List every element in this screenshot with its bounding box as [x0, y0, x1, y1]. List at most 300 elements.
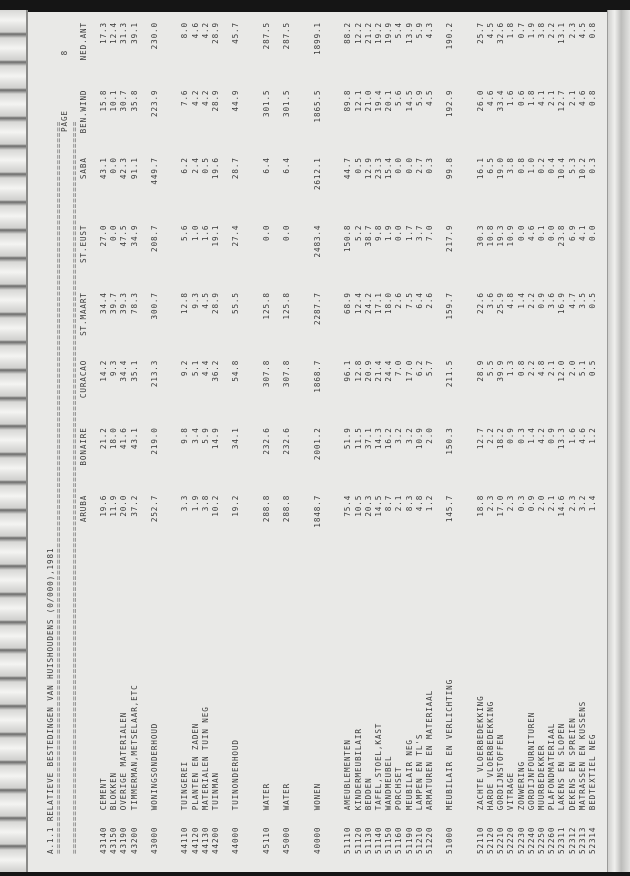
- cell-value: 4.6: [577, 427, 587, 444]
- spacer-row: [598, 22, 608, 854]
- cell-value: 2.1: [567, 89, 577, 107]
- row-label: MATRASSEN EN KUSSENS: [577, 700, 587, 811]
- table-row: [384, 22, 394, 854]
- cell-value: 17.0: [496, 494, 506, 517]
- cell-value: 7.5: [404, 292, 414, 309]
- row-label: LAKENS EN SLOPEN: [557, 722, 567, 811]
- cell-value: 1.8: [526, 89, 536, 107]
- cell-value: 28.9: [211, 89, 221, 112]
- cell-value: 41.6: [119, 427, 129, 450]
- row-code: 51150: [384, 826, 394, 854]
- cell-value: 31.3: [119, 22, 129, 44]
- cell-value: 34.9: [129, 224, 139, 247]
- cell-value: 301.5: [261, 89, 271, 117]
- cell-value: 1.9: [190, 494, 200, 512]
- cell-value: 4.6: [526, 224, 536, 242]
- cell-value: 44.7: [343, 157, 353, 180]
- cell-value: 0.5: [587, 292, 597, 309]
- cell-value: 145.7: [445, 494, 455, 523]
- row-code: 52312: [567, 826, 577, 854]
- cell-value: 51.9: [343, 427, 353, 450]
- row-code: 51220: [424, 826, 434, 854]
- cell-value: 88.2: [343, 22, 353, 44]
- row-label: TAFEL,STOEL,KAST: [374, 722, 384, 811]
- cell-value: 3.2: [404, 427, 414, 444]
- cell-value: 4.5: [577, 22, 587, 39]
- cell-value: 39.9: [496, 359, 506, 382]
- row-label: AMEUBLEMENTEN: [343, 739, 353, 811]
- cell-value: 1848.7: [312, 494, 322, 528]
- cell-value: 5.9: [200, 427, 210, 444]
- cell-value: 0.8: [587, 89, 597, 107]
- cell-value: 1.6: [200, 224, 210, 242]
- cell-value: 10.1: [109, 89, 119, 112]
- cell-value: 1.8: [506, 22, 516, 39]
- cell-value: 19.2: [374, 22, 384, 44]
- rotated-document: [40, 22, 600, 862]
- cell-value: 75.4: [343, 494, 353, 517]
- cell-value: 12.1: [353, 89, 363, 112]
- row-label: PLANTEN EN ZADEN: [190, 722, 200, 811]
- cell-value: 0.5: [587, 359, 597, 377]
- subtotal-row: [282, 22, 292, 854]
- cell-value: 211.5: [445, 359, 455, 388]
- cell-value: 21.2: [98, 427, 108, 450]
- cell-value: 300.7: [149, 292, 159, 320]
- row-code: 45000: [282, 826, 292, 854]
- cell-value: 2.1: [394, 494, 404, 512]
- spacer-row: [323, 22, 333, 854]
- subtotal-row: [445, 22, 455, 854]
- spacer-row: [333, 22, 343, 854]
- cell-value: 4.5: [424, 89, 434, 107]
- col-header: ST.EUST: [78, 224, 88, 263]
- cell-value: 7.0: [424, 224, 434, 242]
- row-label: TUINONDERHOUD: [231, 739, 241, 811]
- cell-value: 287.5: [282, 22, 292, 50]
- row-code: 51130: [363, 826, 373, 854]
- row-code: 52311: [557, 826, 567, 854]
- scan-border-top: [0, 0, 630, 12]
- cell-value: 2.2: [526, 359, 536, 377]
- cell-value: 0.0: [394, 157, 404, 174]
- cell-value: 96.1: [343, 359, 353, 382]
- cell-value: 0.0: [404, 157, 414, 174]
- document-title: A.1.1 RELATIEVE BESTEDINGEN VAN HUISHOUDENS (0/000),1981: [46, 547, 55, 854]
- table-row: [373, 22, 383, 854]
- row-code: 51140: [374, 826, 384, 854]
- cell-value: 14.5: [374, 494, 384, 517]
- cell-value: 0.7: [516, 22, 526, 39]
- cell-value: 19.0: [496, 157, 506, 180]
- cell-value: 2.4: [190, 157, 200, 174]
- cell-value: 1.4: [587, 494, 597, 512]
- cell-value: 0.0: [282, 224, 292, 242]
- cell-value: 5.4: [394, 22, 404, 39]
- col-header: ARUBA: [78, 494, 88, 523]
- cell-value: 2.0: [537, 494, 547, 512]
- cell-value: 5.5: [486, 359, 496, 377]
- cell-value: 125.8: [282, 292, 292, 320]
- row-code: 52120: [486, 826, 496, 854]
- cell-value: 19.3: [496, 224, 506, 247]
- cell-value: 10.2: [577, 157, 587, 180]
- cell-value: 3.7: [414, 224, 424, 242]
- row-label: WATER: [282, 782, 292, 811]
- table-row: [536, 22, 546, 854]
- cell-value: 0.3: [424, 157, 434, 174]
- row-code: 44110: [180, 826, 190, 854]
- cell-value: 0.9: [526, 494, 536, 512]
- row-label: WATER: [261, 782, 271, 811]
- cell-value: 0.2: [537, 157, 547, 174]
- table-row: [180, 22, 190, 854]
- cell-value: 0.9: [537, 292, 547, 309]
- cell-value: 10.5: [353, 494, 363, 517]
- cell-value: 18.0: [109, 427, 119, 450]
- cell-value: 13.1: [557, 22, 567, 44]
- row-code: 45110: [261, 826, 271, 854]
- cell-value: 5.9: [414, 89, 424, 107]
- cell-value: 25.7: [475, 22, 485, 44]
- cell-value: 2483.4: [312, 224, 322, 258]
- row-label: ZONWERING: [516, 761, 526, 811]
- cell-value: 4.8: [537, 359, 547, 377]
- spacer-row: [221, 22, 231, 854]
- cell-value: 14.9: [211, 427, 221, 450]
- row-label: PORCHSET: [394, 766, 404, 811]
- cell-value: 36.2: [211, 359, 221, 382]
- table-row: [506, 22, 516, 854]
- cell-value: 14.5: [404, 89, 414, 112]
- cell-value: 5.3: [567, 157, 577, 174]
- cell-value: 19.2: [231, 494, 241, 517]
- row-label: WANDMEUBEL: [384, 755, 394, 811]
- row-label: LAMPEN EN TL'S: [414, 733, 424, 811]
- cell-value: 28.7: [231, 157, 241, 180]
- table-row: [577, 22, 587, 854]
- table-row: [516, 22, 526, 854]
- row-code: 43000: [149, 826, 159, 854]
- cell-value: 2.6: [394, 292, 404, 309]
- cell-value: 4.5: [486, 22, 496, 39]
- cell-value: 0.5: [200, 157, 210, 174]
- spacer-row: [139, 22, 149, 854]
- table-row: [343, 22, 353, 854]
- cell-value: 0.0: [547, 224, 557, 242]
- row-code: 52230: [516, 826, 526, 854]
- cell-value: 287.5: [261, 22, 271, 50]
- row-code: 43150: [109, 826, 119, 854]
- table-row: [404, 22, 414, 854]
- row-code: 40000: [312, 826, 322, 854]
- cell-value: 213.3: [149, 359, 159, 388]
- cell-value: 0.6: [516, 89, 526, 107]
- cell-value: 1.4: [526, 427, 536, 444]
- cell-value: 9.3: [109, 359, 119, 377]
- cell-value: 16.2: [384, 427, 394, 450]
- cell-value: 1899.1: [312, 22, 322, 55]
- cell-value: 3.3: [180, 494, 190, 512]
- cell-value: 4.2: [537, 427, 547, 444]
- spiral-binding: [0, 10, 28, 872]
- cell-value: 4.2: [200, 89, 210, 107]
- cell-value: 91.1: [129, 157, 139, 180]
- cell-value: 12.2: [353, 22, 363, 44]
- row-label: OVERIGE MATERIALEN: [119, 711, 129, 811]
- cell-value: 6.5: [486, 157, 496, 174]
- cell-value: 7.6: [180, 89, 190, 107]
- cell-value: 35.1: [129, 359, 139, 382]
- cell-value: 150.8: [343, 224, 353, 252]
- cell-value: 17.3: [98, 22, 108, 44]
- cell-value: 34.1: [231, 427, 241, 450]
- cell-value: 2287.7: [312, 292, 322, 325]
- cell-value: 3.8: [506, 157, 516, 174]
- cell-value: 0.4: [547, 157, 557, 174]
- cell-value: 5.9: [414, 22, 424, 39]
- cell-value: 10.9: [506, 224, 516, 247]
- cell-value: 8.7: [384, 494, 394, 512]
- cell-value: 47.5: [119, 224, 129, 247]
- cell-value: 4.7: [567, 292, 577, 309]
- cell-value: 307.8: [261, 359, 271, 388]
- table-row: [547, 22, 557, 854]
- cell-value: 14.2: [98, 359, 108, 382]
- cell-value: 2.2: [526, 292, 536, 309]
- cell-value: 3.6: [547, 292, 557, 309]
- table-row: [261, 22, 271, 854]
- cell-value: 17.0: [404, 359, 414, 382]
- page-stack-edge: [607, 10, 630, 876]
- cell-value: 28.9: [211, 292, 221, 315]
- cell-value: 4.1: [537, 89, 547, 107]
- cell-value: 3.2: [577, 494, 587, 512]
- cell-value: 68.9: [343, 292, 353, 315]
- row-code: 43190: [119, 826, 129, 854]
- table-row: [353, 22, 363, 854]
- col-header: CURACAO: [78, 359, 88, 399]
- row-label: CEMENT: [98, 777, 108, 811]
- cell-value: 7.0: [394, 359, 404, 377]
- cell-value: 0.9: [547, 427, 557, 444]
- cell-value: 0.1: [537, 224, 547, 242]
- cell-value: 1865.5: [312, 89, 322, 123]
- cell-value: 12.8: [353, 359, 363, 382]
- cell-value: 2.1: [547, 89, 557, 107]
- row-code: 52314: [587, 826, 597, 854]
- row-label: TUINMAN: [211, 771, 221, 811]
- cell-value: 9.8: [374, 224, 384, 242]
- table-row: [414, 22, 424, 854]
- cell-value: 28.9: [211, 22, 221, 44]
- row-code: 44130: [200, 826, 210, 854]
- cell-value: 9.3: [190, 292, 200, 309]
- cell-value: 2.0: [424, 427, 434, 444]
- table-row: [486, 22, 496, 854]
- cell-value: 6.9: [567, 224, 577, 242]
- cell-value: 3.4: [190, 427, 200, 444]
- cell-value: 8.3: [404, 494, 414, 512]
- cell-value: 30.7: [119, 89, 129, 112]
- cell-value: 14.3: [374, 427, 384, 450]
- spacer-row: [241, 22, 251, 854]
- cell-value: 18.0: [384, 292, 394, 315]
- cell-value: 35.8: [129, 89, 139, 112]
- cell-value: 24.2: [363, 292, 373, 315]
- cell-value: 55.5: [231, 292, 241, 315]
- spacer-row: [170, 22, 180, 854]
- cell-value: 301.5: [282, 89, 292, 117]
- row-label: VITRAGE: [506, 771, 516, 811]
- cell-value: 10.2: [211, 494, 221, 517]
- row-label: TIMMERMAN,METSELAAR,ETC: [129, 684, 139, 811]
- cell-value: 18.8: [475, 494, 485, 517]
- col-header: BONAIRE: [78, 427, 88, 466]
- cell-value: 27.0: [98, 224, 108, 247]
- cell-value: 21.4: [374, 359, 384, 382]
- cell-value: 0.9: [506, 427, 516, 444]
- cell-value: 4.6: [486, 89, 496, 107]
- cell-value: 0.0: [261, 224, 271, 242]
- row-label: MEUBILAIR NEG: [404, 739, 414, 811]
- subtotal-row: [312, 22, 322, 854]
- table-row: [587, 22, 597, 854]
- row-code: 51190: [404, 826, 414, 854]
- row-label: MEUBILAIR EN VERLICHTING: [445, 678, 455, 811]
- cell-value: 4.8: [414, 494, 424, 512]
- cell-value: 5.1: [577, 359, 587, 377]
- cell-value: 12.9: [363, 157, 373, 180]
- cell-value: 10.4: [557, 157, 567, 180]
- cell-value: 0.0: [109, 157, 119, 174]
- page-number: 8: [60, 49, 69, 56]
- cell-value: 2.2: [547, 22, 557, 39]
- row-code: 52250: [537, 826, 547, 854]
- cell-value: 20.0: [119, 494, 129, 517]
- cell-value: 150.3: [445, 427, 455, 455]
- cell-value: 15.4: [384, 157, 394, 180]
- cell-value: 18.2: [496, 427, 506, 450]
- cell-value: 28.9: [475, 359, 485, 382]
- cell-value: 14.6: [557, 494, 567, 517]
- cell-value: 4.1: [577, 224, 587, 242]
- cell-value: 0.3: [516, 427, 526, 444]
- row-label: WONEN: [312, 782, 322, 811]
- cell-value: 0.8: [516, 157, 526, 174]
- table-body: [98, 22, 607, 854]
- cell-value: 20.9: [363, 359, 373, 382]
- cell-value: 5.2: [353, 224, 363, 242]
- cell-value: 4.2: [200, 22, 210, 39]
- row-label: DEKENS EN SPREIEN: [567, 717, 577, 811]
- cell-value: 15.8: [98, 89, 108, 112]
- cell-value: 99.8: [445, 157, 455, 180]
- cell-value: 6.4: [414, 292, 424, 309]
- cell-value: 12.4: [353, 292, 363, 315]
- cell-value: 2.2: [486, 427, 496, 444]
- page-label: PAGE: [60, 110, 69, 132]
- cell-value: 19.6: [98, 494, 108, 517]
- cell-value: 20.3: [363, 494, 373, 517]
- cell-value: 0.3: [516, 494, 526, 512]
- cell-value: 0.8: [587, 22, 597, 39]
- cell-value: 13.3: [557, 427, 567, 450]
- cell-value: 0.0: [394, 224, 404, 242]
- cell-value: 34.4: [98, 292, 108, 315]
- table-row: [394, 22, 404, 854]
- row-label: WONINGSONDERHOUD: [149, 722, 159, 811]
- cell-value: 125.8: [261, 292, 271, 320]
- table-row: [496, 22, 506, 854]
- cell-value: 0.0: [109, 224, 119, 242]
- cell-value: 10.8: [486, 224, 496, 247]
- cell-value: 11.5: [353, 427, 363, 450]
- cell-value: 22.6: [475, 292, 485, 315]
- cell-value: 159.7: [445, 292, 455, 320]
- row-code: 44000: [231, 826, 241, 854]
- cell-value: 1.9: [526, 22, 536, 39]
- cell-value: 12.0: [557, 359, 567, 382]
- cell-value: 6.2: [414, 359, 424, 377]
- cell-value: 30.3: [475, 224, 485, 247]
- row-code: 51000: [445, 826, 455, 854]
- cell-value: 2.3: [567, 22, 577, 39]
- table-row: [567, 22, 577, 854]
- cell-value: 192.9: [445, 89, 455, 117]
- cell-value: 27.4: [231, 224, 241, 247]
- cell-value: 11.9: [109, 494, 119, 517]
- subtotal-row: [231, 22, 241, 854]
- cell-value: 288.8: [282, 494, 292, 523]
- cell-value: 230.0: [149, 22, 159, 50]
- page-indicator: [60, 50, 69, 132]
- row-code: 51160: [394, 826, 404, 854]
- row-code: 52210: [496, 826, 506, 854]
- cell-value: 21.0: [363, 89, 373, 112]
- row-code: 52110: [475, 826, 485, 854]
- cell-value: 10.9: [414, 427, 424, 450]
- cell-value: 1.7: [404, 224, 414, 242]
- cell-value: 1.0: [526, 157, 536, 174]
- cell-value: 307.8: [282, 359, 292, 388]
- cell-value: 34.4: [119, 359, 129, 382]
- cell-value: 4.6: [577, 89, 587, 107]
- spacer-row: [465, 22, 475, 854]
- cell-value: 38.7: [363, 224, 373, 247]
- table-row: [526, 22, 536, 854]
- cell-value: 2.0: [567, 359, 577, 377]
- column-header-underline: ======================================================================================================================================: [70, 120, 79, 854]
- cell-value: 19.4: [374, 89, 384, 112]
- cell-value: 5.1: [190, 359, 200, 377]
- cell-value: 4.4: [200, 359, 210, 377]
- spacer-row: [292, 22, 302, 854]
- cell-value: 223.9: [149, 89, 159, 117]
- col-header: BEN.WIND: [78, 89, 88, 134]
- cell-value: 252.7: [149, 494, 159, 523]
- spacer-row: [455, 22, 465, 854]
- cell-value: 1.2: [424, 494, 434, 512]
- cell-value: 43.1: [98, 157, 108, 180]
- cell-value: 217.9: [445, 224, 455, 252]
- row-label: TUINGEREI: [180, 761, 190, 811]
- cell-value: 3.8: [537, 22, 547, 39]
- spacer-row: [302, 22, 312, 854]
- cell-value: 288.8: [261, 494, 271, 523]
- scan-border-bottom: [0, 872, 630, 876]
- cell-value: 6.4: [282, 157, 292, 174]
